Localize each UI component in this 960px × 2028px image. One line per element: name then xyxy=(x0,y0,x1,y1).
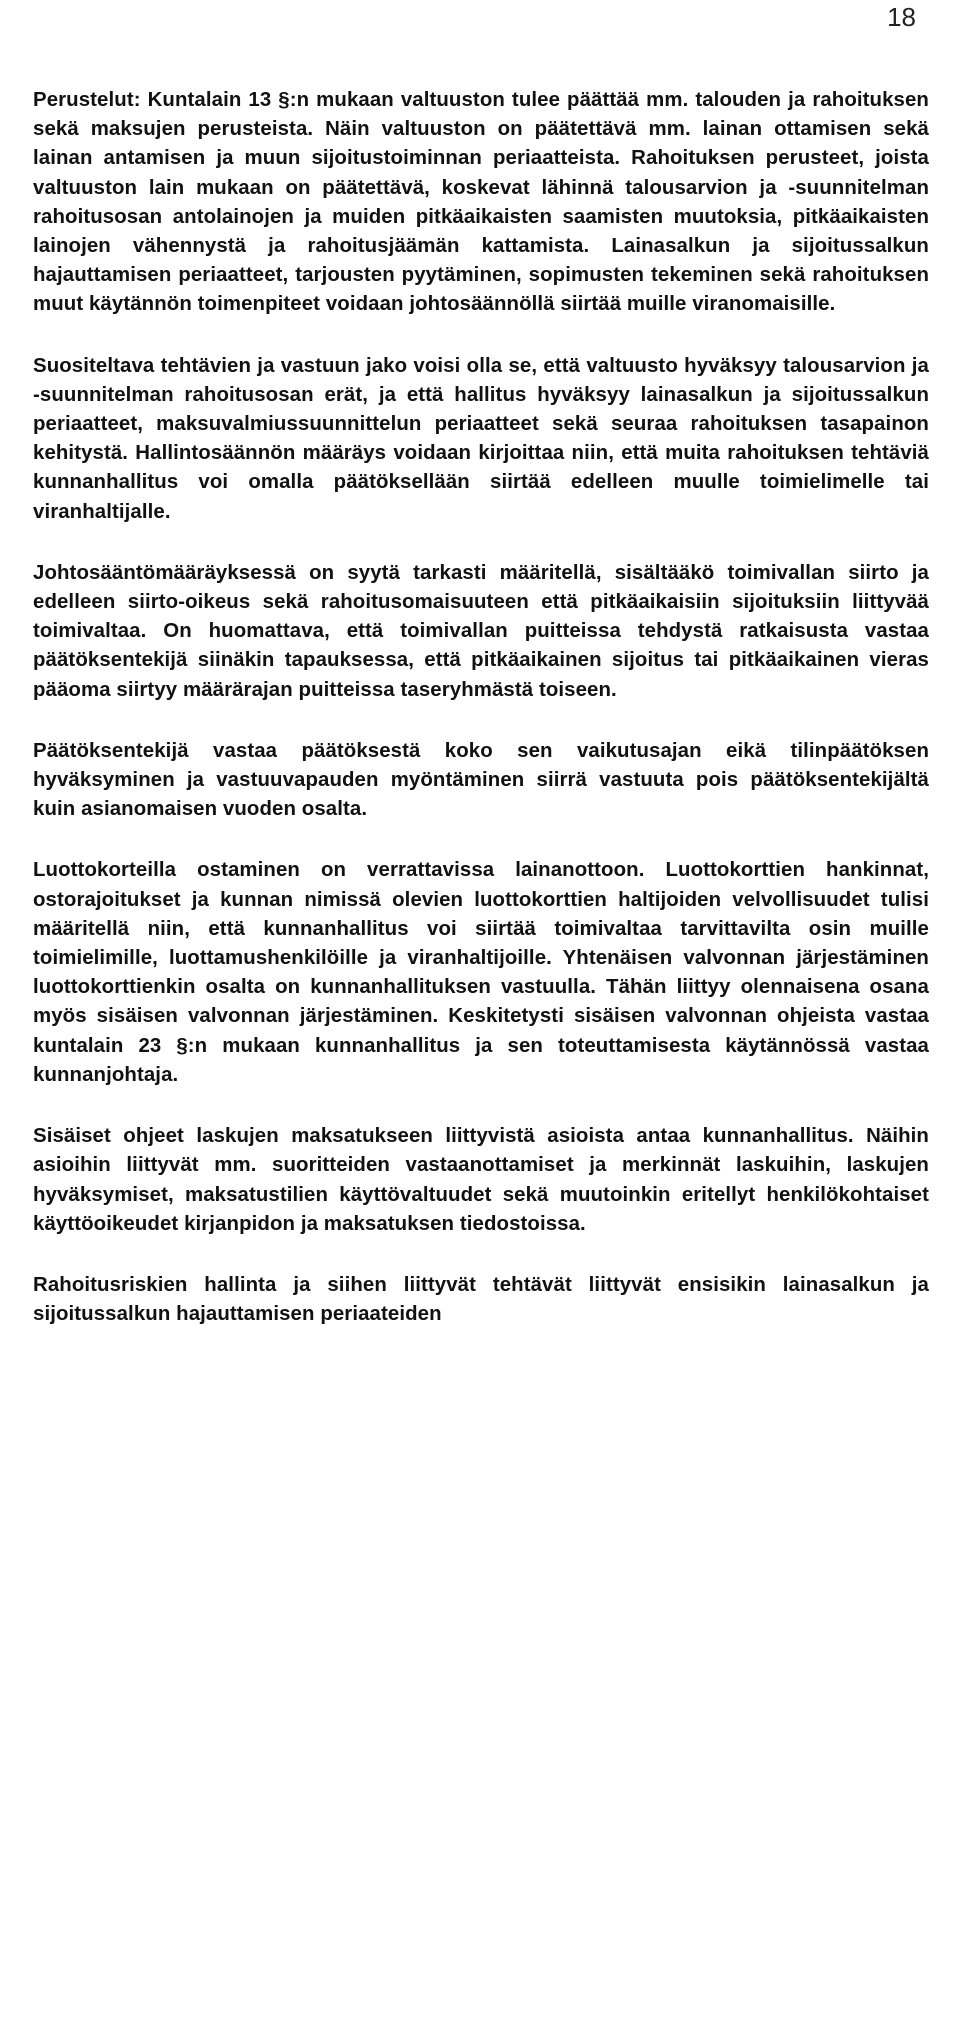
document-body xyxy=(33,86,929,1361)
paragraph-perustelut: Perustelut: Kuntalain 13 §:n mukaan valtuuston tulee päättää mm. talouden ja rahoituksen sekä maksujen perusteista. Näin valtuuston on päätettävä mm. lainan ottamisen sekä lainan antamisen ja muun sijoitustoiminnan periaatteista. Rahoituksen perusteet, joista valtuuston lain mukaan on päätettävä, koskevat lähinnä talousarvion ja -suunnitelman rahoitusosan antolainojen ja muiden pitkäaikaisten saamisten muutoksia, pitkäaikaisten lainojen vähennystä ja rahoitusjäämän kattamista. Lainasalkun ja sijoitussalkun hajauttamisen periaatteet, tarjousten pyytäminen, sopimusten tekeminen sekä rahoituksen muut käytännön toimenpiteet voidaan johtosäännöllä siirtää muille viranomaisille. xyxy=(33,89,929,316)
paragraph-sisaiset-ohjeet: Sisäiset ohjeet laskujen maksatukseen liittyvistä asioista antaa kunnanhallitus. Näihin asioihin liittyvät mm. suoritteiden vastaanottamiset ja merkinnät laskuihin, laskujen hyväksymiset, maksatustilien käyttövaltuudet sekä muutoinkin eritellyt henkilökohtaiset käyttöoikeudet kirjanpidon ja maksatuksen tiedostoissa. xyxy=(33,1125,929,1235)
paragraph-tehtavien-jako: Suositeltava tehtävien ja vastuun jako voisi olla se, että valtuusto hyväksyy talousarvion ja -suunnitelman rahoitusosan erät, ja että hallitus hyväksyy lainasalkun ja sijoitussalkun periaatteet, maksuvalmiussuunnittelun periaatteet sekä seuraa rahoituksen tasapainon kehitystä. Hallintosäännön määräys voidaan kirjoittaa niin, että muita rahoituksen tehtäviä kunnanhallitus voi omalla päätöksellään siirtää edelleen muulle toimielimelle tai viranhaltijalle. xyxy=(33,354,929,523)
page-number: 18 xyxy=(887,2,916,32)
paragraph-luottokortit: Luottokorteilla ostaminen on verrattavissa lainanottoon. Luottokorttien hankinnat, ostorajoitukset ja kunnan nimissä olevien luottokorttien haltijoiden velvollisuudet tulisi määritellä niin, että kunnanhallitus voi siirtää toimivaltaa tarvittavilta osin muille toimielimille, luottamushenkilöille ja viranhaltijoille. Yhtenäisen valvonnan järjestäminen luottokorttienkin osalta on kunnanhallituksen vastuulla. Tähän liittyy olennaisena osana myös sisäisen valvonnan järjestäminen. Keskitetysti sisäisen valvonnan ohjeista vastaa kuntalain 23 §:n mukaan kunnanhallitus ja sen toteuttamisesta käytännössä vastaa kunnanjohtaja. xyxy=(33,859,929,1086)
paragraph-paatoksentekija: Päätöksentekijä vastaa päätöksestä koko sen vaikutusajan eikä tilinpäätöksen hyväksyminen ja vastuuvapauden myöntäminen siirrä vastuuta pois päätöksentekijältä kuin asianomaisen vuoden osalta. xyxy=(33,739,929,821)
paragraph-johtosaanto: Johtosääntömääräyksessä on syytä tarkasti määritellä, sisältääkö toimivallan siirto ja edelleen siirto-oikeus sekä rahoitusomaisuuteen että pitkäaikaisiin sijoituksiin liittyvää toimivaltaa. On huomattava, että toimivallan puitteissa tehdystä ratkaisusta vastaa päätöksentekijä siinäkin tapauksessa, että pitkäaikainen sijoitus tai pitkäaikainen vieras pääoma siirtyy määrärajan puitteissa taseryhmästä toiseen. xyxy=(33,561,929,701)
paragraph-rahoitusriskit: Rahoitusriskien hallinta ja siihen liittyvät tehtävät liittyvät ensisikin lainasalkun ja sijoitussalkun hajauttamisen periaateiden xyxy=(33,1273,929,1326)
